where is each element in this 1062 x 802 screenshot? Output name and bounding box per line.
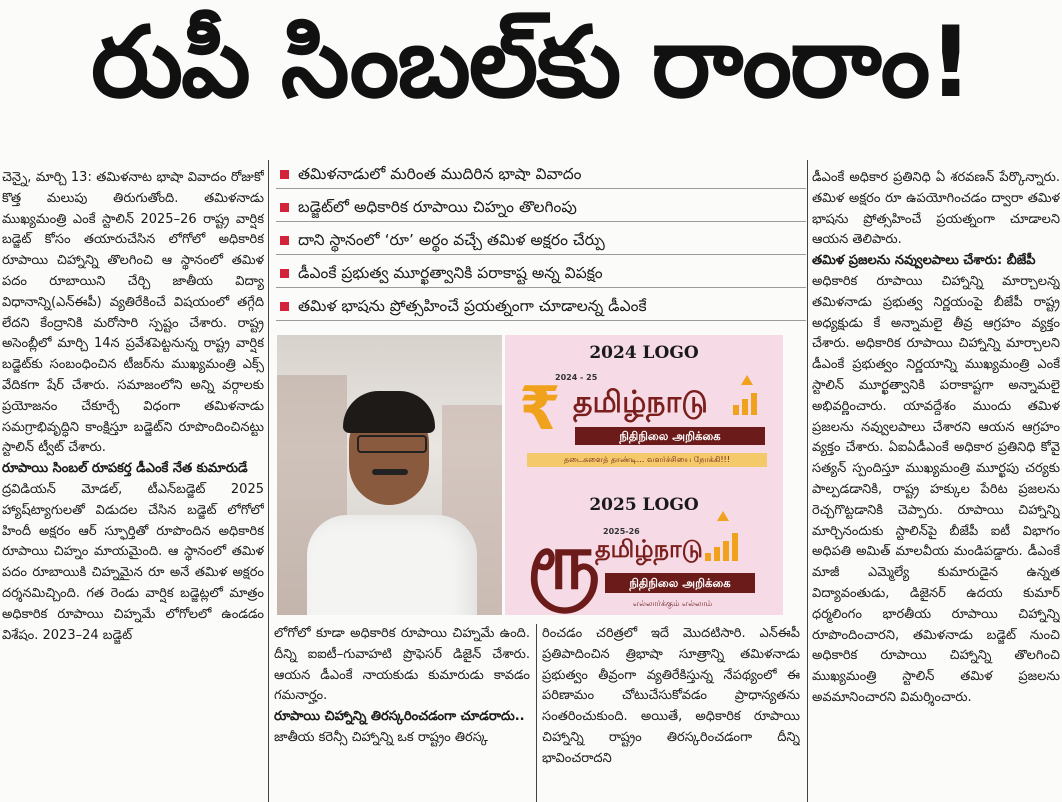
column-rule: [536, 624, 537, 802]
mustache: [372, 469, 408, 475]
subheading: రూపాయి చిహ్నాన్ని తిరస్కరించడంగా చూడరాదు..: [274, 709, 525, 725]
highlight-item: తమిళనాడులో మరింత ముదిరిన భాషా వివాదం: [276, 160, 806, 189]
hair: [343, 391, 435, 433]
logo-2024-year: 2024 - 25: [555, 373, 598, 382]
highlight-item: బడ్జెట్‌లో అధికారిక రూపాయి చిహ్నం తొలగింపు: [276, 193, 806, 222]
logo-2024-band: நிதிநிலை அறிக்கை: [575, 427, 765, 445]
paragraph: రించడం చరిత్రలో ఇదే మొదటిసారి. ఎన్‌ఈపీ ప్రతిపాదించిన త్రిభాషా సూత్రాన్ని తమిళనాడు ప్రభుత్వం తీవ్రంగా వ్యతిరేకిస్తున్న నేపథ్యంలో ఈ పరిణామం చోటుచేసుకోవడం ప్రాధాన్యతను సంతరించుకుంది. అయితే, అధికారిక రూపాయి చిహ్నాన్ని రాష్ట్రం తిరస్కరించడంగా దీన్ని భావించరాదని: [542, 626, 800, 766]
paragraph: డీఎంకే అధికార ప్రతినిధి ఏ శరవణన్‌ పేర్కొన్నారు. తమిళ అక్షరం రూ ఉపయోగించడం ద్వారా తమిళ భాషను ప్రోత్సహించే ప్రయత్నంగా చూడాలని ఆయన తెలిపారు.: [812, 170, 1060, 248]
article-column-right: [812, 168, 1060, 802]
paragraph: లోగోలో కూడా అధికారిక రూపాయి చిహ్నమే ఉంది. దీన్ని ఐఐటీ–గువాహటి ప్రొఫెసర్‌ డిజైన్‌ చేశారు. ఆయన డీఎంకే నాయకుడు కుమారుడు కావడం గమనార్హం.: [274, 626, 530, 704]
highlight-item: తమిళ భాషను ప్రోత్సహించే ప్రయత్నంగా చూడాలన్న డీఎంకే: [276, 292, 806, 321]
logo-2025-year: 2025-26: [603, 527, 640, 536]
headline: రుపీ సింబల్‌కు రాంరాం!: [90, 6, 972, 120]
growth-bars-icon: [705, 533, 738, 561]
article-column-mid-left: [274, 624, 530, 802]
shirt: [307, 515, 477, 615]
logo-2025-name: தமிழ்நாடு: [595, 535, 703, 563]
column-rule: [807, 160, 808, 802]
highlights-list: [276, 160, 806, 325]
logo-2024-title: 2024 LOGO: [589, 343, 699, 363]
logo-2025-tagline: எல்லார்க்கும் எல்லாம்: [633, 599, 713, 608]
paragraph: అధికారిక రూపాయి చిహ్నాన్ని మార్చాలన్న తమిళనాడు ప్రభుత్వ నిర్ణయంపై బీజేపీ రాష్ట్ర అధ్యక్షుడు కే అన్నామలై తీవ్ర ఆగ్రహం వ్యక్తం చేశారు. అధికారిక రూపాయి చిహ్నాన్ని మార్చాలని డీఎంకే ప్రభుత్వం నిర్ణయాన్ని ముఖ్యమంత్రి ఎంకే స్టాలిన్‌ మూర్ఖత్వానికి పరాకాష్టగా అన్నామలై అభివర్ణించారు. యావద్దేశం ముందు తమిళ ప్రజలను నవ్వులపాలు చేశారని ఆయన ఆగ్రహం వ్యక్తం చేశారు. ఏఐఏడీఎంకే అధికార ప్రతినిధి కోవై సత్యన్‌ స్పందిస్తూ ముఖ్యమంత్రి మూర్ఖపు చర్యకు పాల్పడడానికి, రాష్ట్ర హక్కుల పేరిట ప్రజలను రెచ్చగొట్టడానికి చెప్పారు. రూపాయి చిహ్నాన్ని మార్చినందుకు స్టాలిన్‌పై బీజేపీ ఐటీ విభాగం అధిపతి అమిత్‌ మాలవీయ మండిపడ్డారు. డీఎంకే మాజీ ఎమ్మెల్యే కుమారుడైన ఉన్నత విద్యావంతుడు, డిజైనర్‌ ఉదయ కుమార్‌ ధర్మలింగం భారతీయ రూపాయి చిహ్నాన్ని రూపొందించారని, తమిళనాడు బడ్జెట్‌ నుంచి అధికారిక రూపాయి చిహ్నాన్ని తొలగించి ముఖ్యమంత్రి స్టాలిన్‌ తమిళ ప్రజలను అవమానించారని విమర్శించారు.: [812, 273, 1060, 705]
paragraph: జాతీయ కరెన్సీ చిహ్నాన్ని ఒక రాష్ట్రం తిరస్క: [274, 729, 488, 745]
logo-2025-band: நிதிநிலை அறிக்கை: [605, 573, 755, 593]
highlight-item: దాని స్థానంలో ‘రూ’ అర్థం వచ్చే తమిళ అక్షరం చేర్పు: [276, 226, 806, 255]
glasses: [357, 435, 427, 453]
paragraph: చెన్నై, మార్చి 13: తమిళనాట భాషా వివాదం రోజుకో కొత్త మలుపు తిరుగుతోంది. తమిళనాడు ముఖ్యమంత్రి ఎంకే స్టాలిన్‌ 2025–26 రాష్ట్ర వార్షిక బడ్జెట్‌ కోసం తయారుచేసిన లోగోలో అధికారిక రూపాయి చిహ్నాన్ని తొలగించి ఆ స్థానంలో తమిళ పదం రూబాయిని చేర్చి జాతీయ విద్యా విధానాన్ని(ఎన్‌ఈపీ) వ్యతిరేకించే విషయంలో తగ్గేది లేదని కేంద్రానికి మరోసారి స్పష్టం చేశారు. రాష్ట్ర అసెంబ్లీలో మార్చి 14న ప్రవేశపెట్టనున్న రాష్ట్ర వార్షిక బడ్జెట్‌కు సంబంధించిన టీజర్‌ను ముఖ్యమంత్రి ఎక్స్‌ వేదికగా షేర్‌ చేశారు. సమాజంలోని అన్ని వర్గాలకు ప్రయోజనం చేకూర్చే విధంగా తమిళనాడు సమగ్రాభివృద్ధిని కాంక్షిస్తూ బడ్జెట్‌ని రూపొందించినట్టు స్టాలిన్‌ ట్వీట్‌ చేశారు.: [2, 170, 264, 456]
tamil-ru-symbol-icon: ரூ: [527, 517, 601, 607]
rupee-symbol-icon: ₹: [519, 374, 561, 444]
logo-2024-name: தமிழ்நாடு: [573, 385, 708, 420]
article-column-left: [2, 168, 264, 802]
arrow-up-icon: [741, 375, 753, 385]
arrow-up-icon: [717, 511, 729, 521]
highlight-item: డీఎంకే ప్రభుత్వ మూర్ఖత్వానికి పరాకాష్ట అన్న విపక్షం: [276, 259, 806, 288]
logo-2025-title: 2025 LOGO: [589, 495, 699, 515]
subheading: తమిళ ప్రజలను నవ్వులపాలు చేశారు: బీజేపీ: [812, 253, 1036, 269]
logo-comparison: [505, 335, 783, 615]
paragraph: ద్రవిడియన్‌ మోడల్‌, టీఎన్‌బడ్జెట్‌ 2025 హ్యాష్‌ట్యాగులతో విడుదల చేసిన బడ్జెట్‌ లోగోలో హిందీ అక్షరం ఆర్‌ స్ఫూర్తితో రూపొందిన అధికారిక రూపాయి చిహ్నం మాయమైంది. ఆ స్థానంలో తమిళ పదం రూబాయికి చిహ్నమైన రూ అనే తమిళ అక్షరం దర్శనమిచ్చింది. గత రెండు వార్షిక బడ్జెట్లలో మాత్రం అధికారిక రూపాయి చిహ్నమే లోగోలలో ఉండడం విశేషం. 2023–24 బడ్జెట్‌: [2, 481, 264, 643]
growth-bars-icon: [733, 393, 757, 415]
logo-2024-tagline: தடைகளைத் தாண்டி... வளர்ச்சியை நோக்கி!!!: [527, 453, 767, 467]
stalin-photo: [277, 335, 502, 615]
column-rule: [268, 160, 269, 802]
subheading: రూపాయి సింబల్‌ రూపకర్త డీఎంకే నేత కుమారుడే: [2, 461, 248, 477]
article-column-mid-right: [542, 624, 800, 802]
